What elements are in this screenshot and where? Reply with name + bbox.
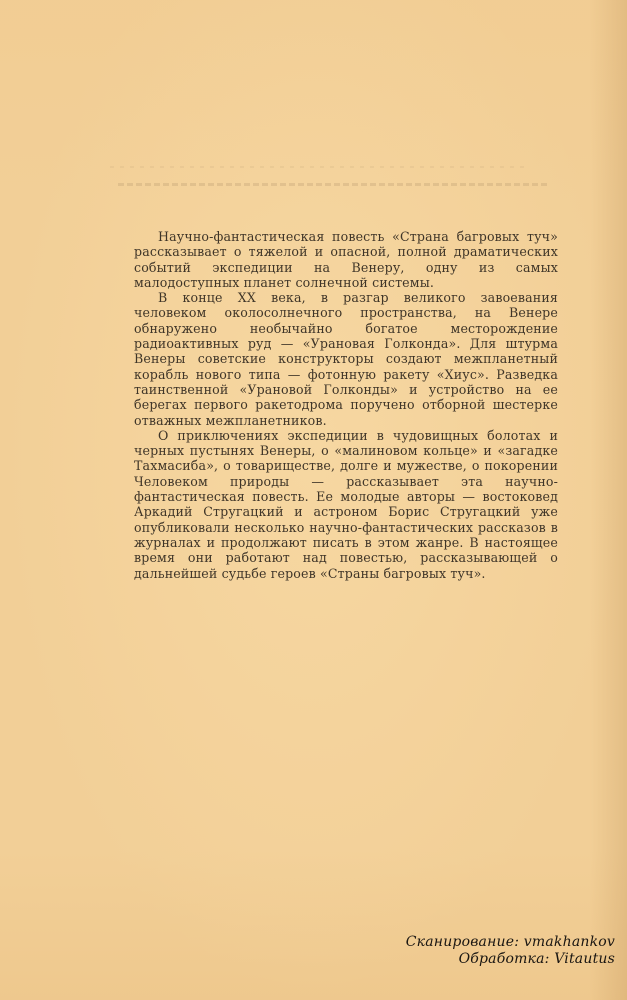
bleed-through-mark [118, 183, 548, 186]
annotation-text [134, 229, 558, 581]
annotation-paragraph-1: Научно-фантастическая повесть «Страна багровых туч» рассказывает о тяжелой и опасной, полной драматических событий экспедиции на Венеру, одну из самых малодоступных планет солнечной системы. [134, 229, 558, 290]
annotation-paragraph-2: В конце XX века, в разгар великого завоевания человеком околосолнечного пространства, на Венере обнаружено необычайно богатое месторождение радиоактивных руд — «Урановая Голконда». Для штурма Венеры советские конструкторы создают межпланетный корабль нового типа — фотонную ракету «Хиус». Разведка таинственной «Урановой Голконды» и устройство на ее берегах первого ракетодрома поручено отборной шестерке отважных межпланетников. [134, 290, 558, 428]
scanning-credit: Сканирование: vmakhankov [405, 934, 615, 950]
processing-credit: Обработка: Vitautus [458, 951, 615, 967]
bleed-through-mark [110, 166, 530, 168]
scan-credits [370, 934, 615, 968]
annotation-paragraph-3: О приключениях экспедиции в чудовищных болотах и черных пустынях Венеры, о «малиновом кольце» и «загадке Тахмасиба», о товариществе, долге и мужестве, о покорении Человеком природы — рассказывает эта научно-фантастическая повесть. Ее молодые авторы — востоковед Аркадий Стругацкий и астроном Борис Стругацкий уже опубликовали несколько научно-фантастических рассказов в журналах и продолжают писать в этом жанре. В настоящее время они работают над повестью, рассказывающей о дальнейшей судьбе героев «Страны багровых туч». [134, 427, 558, 581]
